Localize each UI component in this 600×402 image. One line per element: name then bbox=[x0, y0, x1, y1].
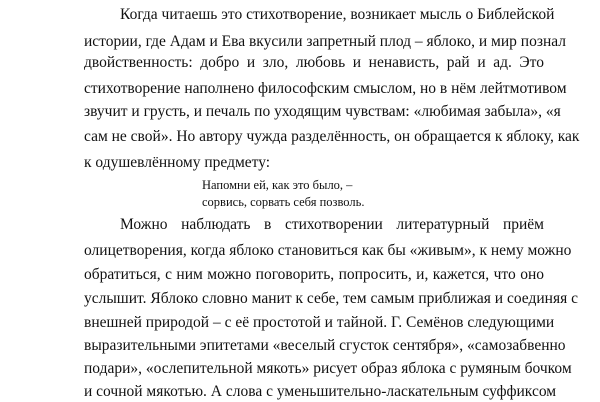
paragraph-2-line-7: подари», «ослепительной мякоть» рисует образ яблока с румяным бочком bbox=[84, 360, 572, 377]
paragraph-1-line-4: стихотворение наполнено философским смыслом, но в нём лейтмотивом bbox=[84, 80, 567, 97]
paragraph-1-line-2: истории, где Адам и Ева вкусили запретный плод – яблоко, и мир познал bbox=[84, 33, 566, 50]
paragraph-1-line-1: Когда читаешь это стихотворение, возникает мысль о Библейской bbox=[120, 6, 555, 23]
paragraph-2-line-8: и сочной мякотью. А слова с уменьшительно-ласкательным суффиксом bbox=[84, 383, 557, 400]
paragraph-1-line-3: двойственность: добро и зло, любовь и ненависть, рай и ад. Это bbox=[84, 54, 544, 71]
paragraph-1-line-5: звучит и грусть, и печаль по уходящим чувствам: «любимая забыла», «я bbox=[84, 103, 561, 120]
paragraph-2-line-6: выразительными эпитетами «веселый сгусток сентября», «самозабвенно bbox=[84, 337, 566, 354]
paragraph-2-line-3: обратиться, с ним можно поговорить, попросить, и, кажется, что оно bbox=[84, 266, 544, 283]
poem-quote-line-2: сорвись, сорвать себя позволь. bbox=[202, 195, 365, 209]
paragraph-1-line-7: к одушевлённому предмету: bbox=[84, 154, 271, 171]
paragraph-2-line-5: внешней природой – с её простотой и тайной. Г. Семёнов следующими bbox=[84, 314, 555, 331]
paragraph-1-line-6: сам не свой». Но автору чужда разделённость, он обращается к яблоку, как bbox=[84, 128, 580, 145]
paragraph-2-line-2: олицетворения, когда яблоко становиться как бы «живым», к нему можно bbox=[84, 242, 572, 259]
paragraph-2-line-4: услышит. Яблоко словно манит к себе, тем самым приближая и соединяя с bbox=[84, 290, 578, 307]
paragraph-2-line-1: Можно наблюдать в стихотворении литературный приём bbox=[120, 216, 544, 233]
poem-quote-line-1: Напомни ей, как это было, – bbox=[202, 178, 353, 192]
